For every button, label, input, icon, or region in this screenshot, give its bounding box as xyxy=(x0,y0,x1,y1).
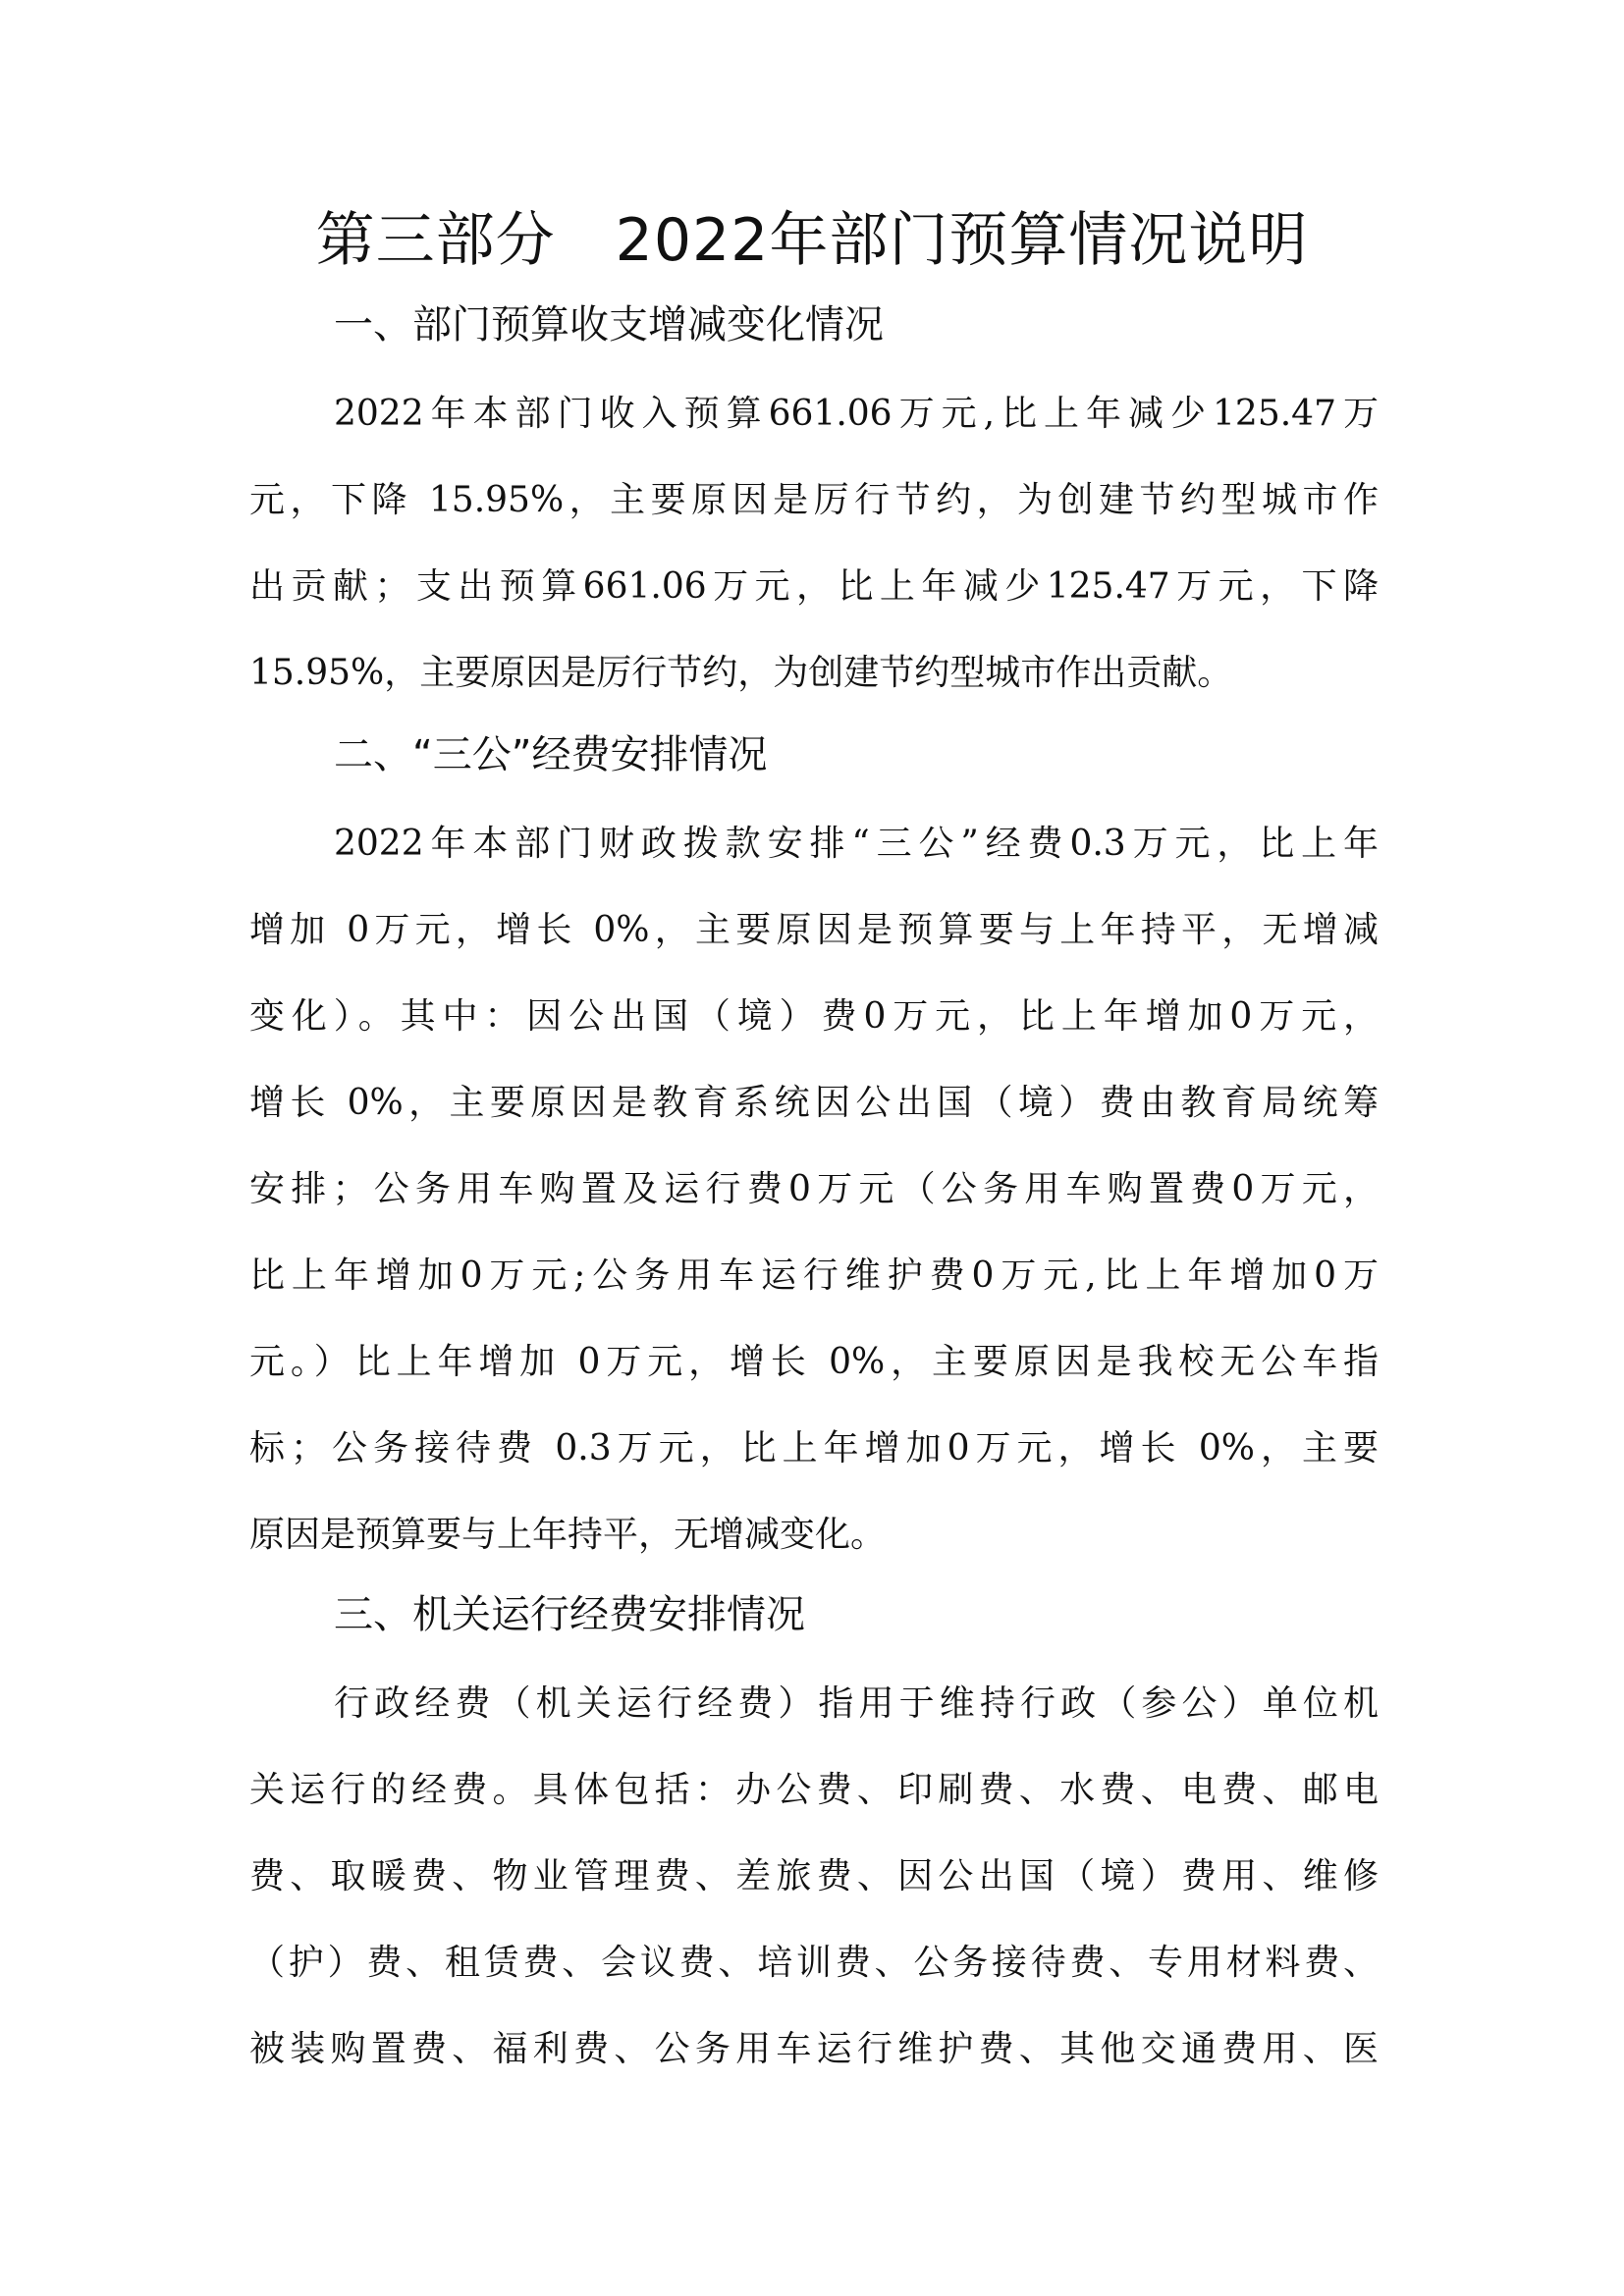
paragraph-line: 比上年增加0万元;公务用车运行维护费0万元,比上年增加0万 xyxy=(249,1255,1379,1296)
paragraph-line: 元，下降 15.95%，主要原因是厉行节约，为创建节约型城市作 xyxy=(249,480,1379,520)
section-heading-three-public-expenses: 二、“三公”经费安排情况 xyxy=(334,732,768,777)
section-body-three-public-expenses xyxy=(249,801,1379,1578)
paragraph-line: 原因是预算要与上年持平，无增减变化。 xyxy=(249,1515,887,1555)
paragraph-line: 2022年本部门收入预算661.06万元,比上年减少125.47万 xyxy=(334,394,1379,434)
section-heading-budget-changes: 一、部门预算收支增减变化情况 xyxy=(334,302,884,347)
section-body-budget-changes xyxy=(249,371,1379,717)
paragraph-line: 出贡献；支出预算661.06万元，比上年减少125.47万元，下降 xyxy=(249,566,1379,607)
section-heading-operating-expenses: 三、机关运行经费安排情况 xyxy=(334,1592,805,1637)
section-body-operating-expenses xyxy=(249,1661,1379,2093)
paragraph-line: 增长 0%，主要原因是教育系统因公出国（境）费由教育局统筹 xyxy=(249,1083,1379,1123)
paragraph-line: （护）费、租赁费、会议费、培训费、公务接待费、专用材料费、 xyxy=(249,1943,1379,1983)
paragraph-line: 标；公务接待费 0.3万元，比上年增加0万元，增长 0%，主要 xyxy=(249,1428,1379,1468)
paragraph-line: 15.95%，主要原因是厉行节约，为创建节约型城市作出贡献。 xyxy=(249,653,1233,693)
page-title: 第三部分 2022年部门预算情况说明 xyxy=(315,206,1309,275)
paragraph-line: 费、取暖费、物业管理费、差旅费、因公出国（境）费用、维修 xyxy=(249,1856,1379,1896)
paragraph-line: 被装购置费、福利费、公务用车运行维护费、其他交通费用、医 xyxy=(249,2029,1379,2069)
paragraph-line: 行政经费（机关运行经费）指用于维持行政（参公）单位机 xyxy=(334,1683,1379,1724)
paragraph-line: 关运行的经费。具体包括：办公费、印刷费、水费、电费、邮电 xyxy=(249,1770,1379,1810)
paragraph-line: 增加 0万元，增长 0%，主要原因是预算要与上年持平，无增减 xyxy=(249,910,1379,950)
paragraph-line: 变化）。其中：因公出国（境）费0万元，比上年增加0万元， xyxy=(249,996,1379,1037)
paragraph-line: 元。）比上年增加 0万元，增长 0%，主要原因是我校无公车指 xyxy=(249,1342,1379,1382)
paragraph-line: 2022年本部门财政拨款安排“三公”经费0.3万元，比上年 xyxy=(334,824,1379,864)
paragraph-line: 安排；公务用车购置及运行费0万元（公务用车购置费0万元， xyxy=(249,1169,1379,1209)
